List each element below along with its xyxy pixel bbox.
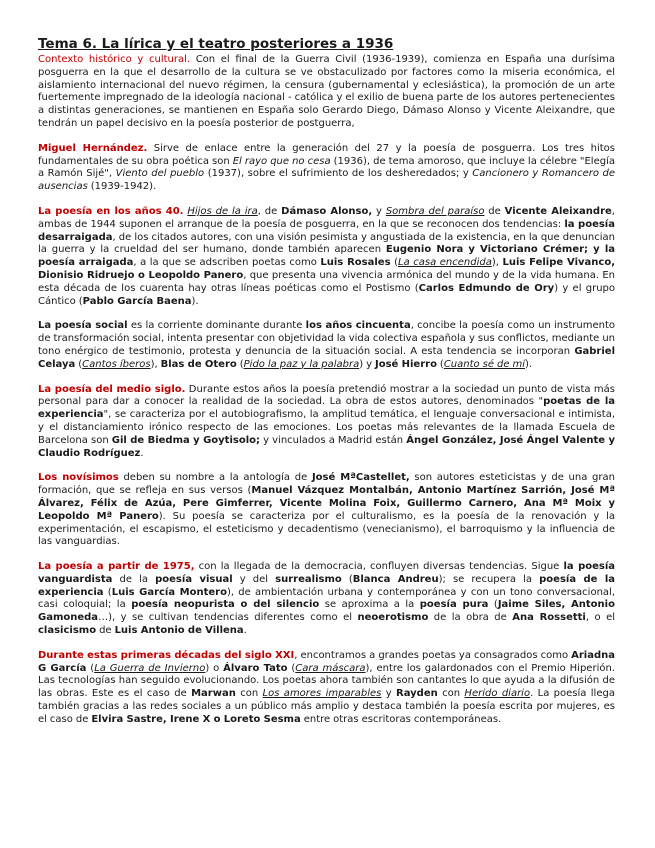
- author-name: Blas de Otero: [160, 358, 237, 370]
- author-name: Álvaro Tato: [223, 662, 288, 674]
- paragraph-miguel-hernandez: Miguel Hernández. Sirve de enlace entre la generación del 27 y la poesía de posguerra. Los tres hitos fundamentales de su obra poética son El rayo que no cesa (1936), de tema amoroso, que incluye la célebre "Elegía a Ramón Sijé", Viento del pueblo (1937), sobre el sufrimiento de los desheredados; y Cancionero y Romancero de ausencias (1939-1942).: [38, 142, 616, 193]
- author-name: Elvira Sastre, Irene X o Loreto Sesma: [91, 713, 301, 725]
- author-name: Pablo García Baena: [82, 295, 192, 307]
- work-title: Cancionero y Romancero de ausencias: [38, 168, 616, 193]
- work-title: La casa encendida: [398, 257, 492, 269]
- section-lead: La poesía a partir de 1975,: [38, 561, 195, 573]
- work-title: Cara máscara: [295, 662, 366, 674]
- author-name: Rayden: [396, 688, 438, 700]
- author-name: Carlos Edmundo de Ory: [418, 282, 555, 294]
- paragraph-21st-century: Durante estas primeras décadas del siglo XXI, encontramos a grandes poetas ya consagrados como Ariadna G García (La Guerra de Invierno) o Álvaro Tato (Cara máscara), entre los galardonados con el Premio Hiperión. Las tecnologías han seguido evolucionando. Los poetas ahora también son cantantes lo que ayuda a la difusión de las obras. Este es el caso de Marwan con Los amores imparables y Rayden con Herido diario. La poesía llega también gracias a las redes sociales a un público más amplio y destaca también la poesía escrita por mujeres, es el caso de Elvira Sastre, Irene X o Loreto Sesma entre otras escritoras contemporáneas.: [38, 649, 615, 725]
- key-term: los años cincuenta: [305, 320, 411, 332]
- author-name: Gil de Biedma y Goytisolo;: [111, 434, 261, 446]
- work-title: Cuanto sé de mí: [443, 358, 525, 370]
- key-term: poesía visual: [155, 573, 233, 585]
- section-lead: Durante estas primeras décadas del siglo XXI: [38, 649, 295, 661]
- author-name: Ariadna G García: [38, 649, 615, 674]
- work-title: El rayo que no cesa: [232, 155, 331, 167]
- author-name: Luis García Montero: [111, 586, 227, 598]
- section-lead: Los novísimos: [38, 472, 119, 484]
- author-name: Manuel Vázquez Montalbán, Antonio Martínez Sarrión, José Mª Álvarez, Félix de Azúa, Pere Gimferrer, Vicente Molina Foix, Guillermo Carnero, Ana Mª Moix y Leopoldo Mª Panero: [38, 485, 615, 522]
- author-name: José Hierro: [375, 358, 437, 370]
- key-term: poesía de la experiencia: [38, 573, 615, 598]
- author-name: Marwan: [191, 688, 236, 700]
- author-name: Gabriel Celaya: [38, 345, 615, 370]
- work-title: Sombra del paraíso: [385, 205, 485, 217]
- work-title: Viento del pueblo: [115, 168, 205, 180]
- work-title: Herido diario: [464, 688, 531, 700]
- key-term: la poesía vanguardista: [38, 561, 616, 585]
- author-name: Ángel González, José Ángel Valente y Claudio Rodríguez: [38, 434, 615, 459]
- paragraph-novisimos: Los novísimos deben su nombre a la antología de José MªCastellet, son autores esteticistas y de una gran formación, que se refleja en sus versos (Manuel Vázquez Montalbán, Antonio Martínez Sarrión, José Mª Álvarez, Félix de Azúa, Pere Gimferrer, Vicente Molina Foix, Guillermo Carnero, Ana Mª Moix y Leopoldo Mª Panero). Su poesía se caracteriza por el culturalismo, es la poesía de la renovación y la experimentación, el escapismo, el esteticismo y decadentismo (venecianismo), el barroquismo y la influencia de las vanguardias.: [38, 472, 615, 548]
- author-name: Luis Antonio de Villena: [114, 625, 244, 637]
- page-title: Tema 6. La lírica y el teatro posteriores a 1936: [38, 36, 394, 52]
- paragraph-mid-century: La poesía del medio siglo. Durante estos años la poesía pretendió mostrar a la sociedad un punto de vista más personal para dar a conocer la realidad de la sociedad. La obra de estos autores, denominados "poetas de la experiencia", se caracteriza por el autobiografismo, la amplitud temática, el lenguaje conversacional e intimista, y el distanciamiento irónico respecto de las emociones. Los poetas más relevantes de la llamada Escuela de Barcelona son Gil de Biedma y Goytisolo; y vinculados a Madrid están Ángel González, José Ángel Valente y Claudio Rodríguez.: [38, 383, 615, 459]
- paragraph-since-1975: La poesía a partir de 1975, con la llegada de la democracia, confluyen diversas tendencias. Sigue la poesía vanguardista de la poesía visual y del surrealismo (Blanca Andreu); se recupera la poesía de la experiencia (Luis García Montero), de ambientación urbana y contemporánea y con un tono conversacional, casi coloquial; la poesía neopurista o del silencio se aproxima a la poesía pura (Jaime Siles, Antonio Gamoneda…), y se cultivan tendencias diferentes como el neoerotismo de la obra de Ana Rossetti, o el clasicismo de Luis Antonio de Villena.: [38, 561, 616, 637]
- author-name: Blanca Andreu: [352, 573, 439, 585]
- work-title: Los amores imparables: [262, 688, 382, 700]
- key-term: La poesía social: [38, 320, 128, 332]
- key-term: poesía pura: [419, 599, 489, 611]
- section-lead: Miguel Hernández.: [38, 142, 148, 154]
- section-lead: Contexto histórico y cultural.: [38, 54, 191, 65]
- author-name: José MªCastellet,: [311, 472, 410, 484]
- author-name: Luis Felipe Vivanco, Dionisio Ridruejo o Leopoldo Panero: [38, 257, 615, 281]
- author-name: Jaime Siles, Antonio Gamoneda: [38, 599, 615, 624]
- key-term: la poesía desarraigada: [38, 218, 615, 243]
- work-title: La Guerra de Invierno: [94, 662, 206, 674]
- paragraph-historical-context: Contexto histórico y cultural. Con el final de la Guerra Civil (1936-1939), comienza en España una durísima posguerra en la que el desarrollo de la cultura se ve obstaculizado por factores como la miseria económica, el aislamiento internacional del nuevo régimen, la censura (gubernamental y eclesiástica), la promoción de un arte fuertemente impregnado de la ideología nacional - católica y el exilio de buena parte de los autores pertenecientes a distintas generaciones, se mantienen en España solo Gerardo Diego, Dámaso Alonso y Vicente Aleixandre, que tendrán un papel decisivo en la poesía posterior de postguerra,: [38, 54, 615, 129]
- work-title: Cantos íberos: [82, 358, 151, 370]
- author-name: Eugenio Nora y Victoriano Crémer; y la poesía arraigada: [38, 244, 615, 269]
- section-lead: La poesía en los años 40.: [38, 205, 184, 217]
- paragraph-poetry-40s: La poesía en los años 40. Hijos de la ira, de Dámaso Alonso, y Sombra del paraíso de Vicente Aleixandre, ambas de 1944 suponen el arranque de la poesía de posguerra, en la que se reconocen dos tendencias: la poesía desarraigada, de los citados autores, con una visión pesimista y angustiada de la existencia, en la que denuncian la guerra y la crueldad del ser humano, donde también aparecen Eugenio Nora y Victoriano Crémer; y la poesía arraigada, a la que se adscriben poetas como Luis Rosales (La casa encendida), Luis Felipe Vivanco, Dionisio Ridruejo o Leopoldo Panero, que presenta una vivencia armónica del mundo y de la vida humana. En esta década de los cuarenta hay otras líneas poéticas como el Postismo (Carlos Edmundo de Ory) y el grupo Cántico (Pablo García Baena).: [38, 205, 616, 307]
- key-term: poetas de la experiencia: [38, 396, 615, 421]
- paragraph-social-poetry: La poesía social es la corriente dominante durante los años cincuenta, concibe la poesía como un instrumento de transformación social, intenta presentar con objetividad la vida colectiva española y sus conflictos, mediante un tono enérgico de testimonio, protesta y denuncia de la situación social. A esta tendencia se incorporan Gabriel Celaya (Cantos íberos), Blas de Otero (Pido la paz y la palabra) y José Hierro (Cuanto sé de mí).: [38, 320, 615, 370]
- work-title: Pido la paz y la palabra: [243, 358, 360, 370]
- key-term: poesía neopurista o del silencio: [131, 599, 320, 611]
- author-name: Ana Rossetti: [512, 612, 586, 624]
- key-term: neoerotismo: [357, 612, 429, 624]
- author-name: Luis Rosales: [320, 257, 391, 269]
- key-term: surrealismo: [275, 573, 342, 585]
- section-lead: La poesía del medio siglo.: [38, 383, 186, 395]
- author-name: Dámaso Alonso,: [281, 205, 373, 217]
- author-name: Vicente Aleixandre: [504, 205, 612, 217]
- work-title: Hijos de la ira: [187, 205, 258, 217]
- key-term: clasicismo: [38, 625, 97, 637]
